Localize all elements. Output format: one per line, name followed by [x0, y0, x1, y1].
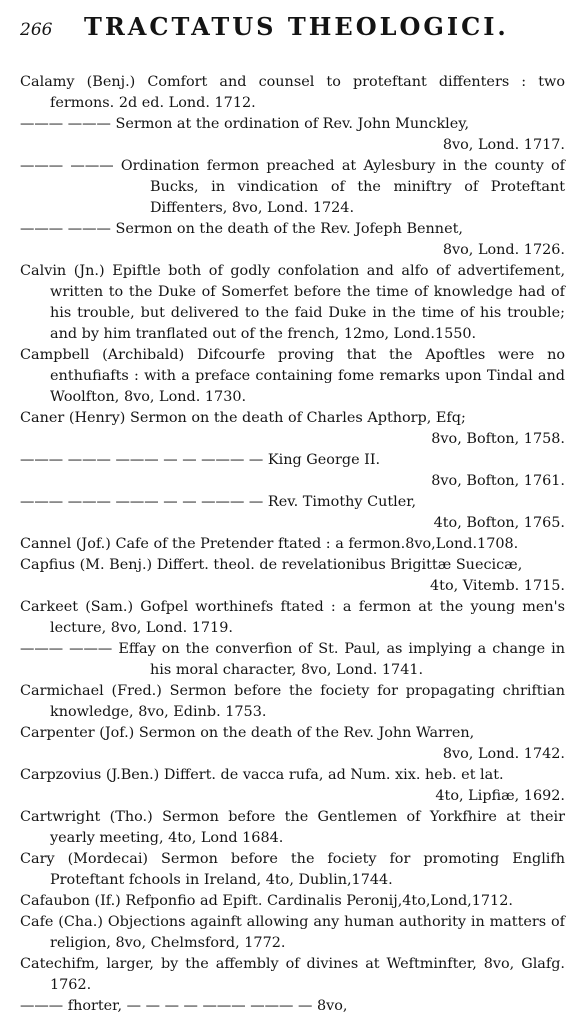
- entry-title: Comfort and counsel to proteftant diffenters : two fermons. 2d ed.: [50, 74, 566, 111]
- entry-imprint: 8vo, Lond. 1726.: [442, 242, 565, 258]
- entry-title: Sermon on the death of the Rev. Jofeph Bennet,: [115, 221, 463, 237]
- entry-imprint: 8vo, Edinb. 1753.: [138, 704, 267, 720]
- entry-title: Epiftle both of godly confolation and alfo of advertifement, written to the Duke of Somerfet before the time of knowledge had of his trouble, but delivered to the faid Duke in the time of his trouble; and by him tranflated out of the french,: [50, 263, 566, 342]
- entry-title: Effay on the converfion of St. Paul, as implying a change in his moral character,: [118, 641, 565, 678]
- entry-ditto: ———: [20, 998, 64, 1014]
- entry-ditto: ——— ———: [20, 158, 114, 174]
- entry-imprint: 8vo, Lond. 1717.: [442, 137, 565, 153]
- entry-title: Rev. Timothy Cutler,: [267, 494, 417, 510]
- entry-imprint: 8vo, Bofton, 1758.: [431, 431, 565, 447]
- entry: [20, 954, 565, 996]
- entry: [20, 156, 565, 219]
- entry-author: Capfius (M. Benj.): [20, 557, 153, 573]
- entry-title: King George II.: [267, 452, 381, 468]
- entry: [20, 555, 565, 597]
- entry-author: Cafe (Cha.): [20, 914, 103, 930]
- entry: [20, 996, 565, 1017]
- entry-imprint: 4to, Lond 1684.: [168, 830, 284, 846]
- entry-imprint: 8vo, Lond. 1724.: [231, 200, 355, 216]
- entry-ditto: ——— ——— ——— — — ——— —: [20, 452, 264, 468]
- entry-title: Sermon on the death of Charles Apthorp, Efq;: [129, 410, 466, 426]
- entry-title: Sermon before the Gentlemen of Yorkfhire at their yearly meeting,: [50, 809, 565, 846]
- entry-author: Calamy (Benj.): [20, 74, 136, 90]
- entry: [20, 492, 565, 534]
- entry: [20, 681, 565, 723]
- entry-ditto: ——— ———: [20, 641, 113, 657]
- entry-title: Sermon before the fociety for propagating chriftian knowledge,: [50, 683, 566, 720]
- entry: [20, 219, 565, 261]
- entry-author: Cary (Mordecai): [20, 851, 149, 867]
- entry-author: Caner (Henry): [20, 410, 126, 426]
- entry-title: Objections againft allowing any human authority in matters of religion,: [50, 914, 565, 951]
- entry-imprint: 8vo, Lond. 1730.: [123, 389, 247, 405]
- entry-title: Differt. theol. de revelationibus Brigittæ Suecicæ,: [156, 557, 523, 573]
- entry-author: Calvin (Jn.): [20, 263, 105, 279]
- entry-imprint: 4to,Lond,1712.: [402, 893, 513, 909]
- entry-title: Ordination fermon preached at Aylesbury in the county of Bucks, in vindication of the miniftry of Proteftant Diffenters,: [120, 158, 566, 216]
- entry: [20, 261, 565, 345]
- entry: [20, 765, 565, 807]
- entry-ditto: ——— ——— ——— — — ——— —: [20, 494, 264, 510]
- running-head: TRACTATUS THEOLOGICI.: [84, 12, 509, 41]
- entry-title: Sermon on the death of the Rev. John Warren,: [138, 725, 475, 741]
- entry: [20, 450, 565, 492]
- page-number: 266: [20, 20, 53, 40]
- entry-imprint: 4to, Bofton, 1765.: [433, 515, 565, 531]
- entry: [20, 723, 565, 765]
- entry-author: Cafaubon (If.): [20, 893, 121, 909]
- entry: [20, 597, 565, 639]
- entry-imprint: 8vo,: [316, 998, 348, 1014]
- entry-author: Carkeet (Sam.): [20, 599, 134, 615]
- entry-author: Catechifm,: [20, 956, 100, 972]
- entry: [20, 72, 565, 114]
- entry-imprint: 4to, Lipfiæ, 1692.: [435, 788, 565, 804]
- entry: [20, 114, 565, 156]
- entry-author: Cartwright (Tho.): [20, 809, 153, 825]
- entry-imprint: 12mo, Lond.1550.: [343, 326, 477, 342]
- entry-ditto: ——— ———: [20, 116, 111, 132]
- entry: [20, 534, 565, 555]
- entry-imprint: 8vo,Lond.1708.: [405, 536, 519, 552]
- entry-imprint: 8vo, Lond. 1742.: [442, 746, 565, 762]
- entry-author: Carpenter (Jof.): [20, 725, 135, 741]
- entry: [20, 849, 565, 891]
- entry-imprint: 4to, Dublin,1744.: [265, 872, 393, 888]
- entry: [20, 912, 565, 954]
- entry-author: Cannel (Jof.): [20, 536, 111, 552]
- entry-imprint: 8vo, Lond. 1741.: [300, 662, 424, 678]
- entry: [20, 639, 565, 681]
- entry-title: Sermon at the ordination of Rev. John Munckley,: [115, 116, 470, 132]
- entry-title: fhorter, — — — — ——— ——— —: [67, 998, 313, 1014]
- entry-imprint: 8vo, Lond. 1719.: [110, 620, 233, 636]
- entry-author: Campbell (Archibald): [20, 347, 185, 363]
- entry-imprint: 8vo, Chelmsford, 1772.: [115, 935, 286, 951]
- entry-title: Gofpel worthinefs ftated : a fermon at the young men's lecture,: [50, 599, 566, 636]
- entry: [20, 891, 565, 912]
- entry-title: Refponfio ad Epift. Cardinalis Peronij,: [125, 893, 403, 909]
- entry-imprint: 4to, Vitemb. 1715.: [430, 578, 565, 594]
- entry-imprint: 8vo, Bofton, 1761.: [431, 473, 565, 489]
- entry-imprint: 8vo, Glafg. 1762.: [50, 956, 565, 993]
- entry-imprint: Lond. 1712.: [168, 95, 256, 111]
- entry-title: Cafe of the Pretender ftated : a fermon.: [115, 536, 406, 552]
- entry: [20, 807, 565, 849]
- entry-title: Difcourfe proving that the Apoftles were no enthufiafts : with a preface containing fome remarks upon Tindal and Woolfton,: [50, 347, 565, 405]
- entry: [20, 408, 565, 450]
- entry-author: Carmichael (Fred.): [20, 683, 162, 699]
- page-header: [20, 12, 565, 56]
- entry-author: Carpzovius (J.Ben.): [20, 767, 160, 783]
- entry-title: larger, by the affembly of divines at Weftminfter,: [106, 956, 477, 972]
- entry-title: Sermon before the fociety for promoting Englifh Proteftant fchools in Ireland,: [50, 851, 565, 888]
- catalogue-entries: [20, 72, 565, 1017]
- entry: [20, 345, 565, 408]
- entry-ditto: ——— ———: [20, 221, 111, 237]
- entry-title: Differt. de vacca rufa, ad Num. xix. heb. et lat.: [163, 767, 504, 783]
